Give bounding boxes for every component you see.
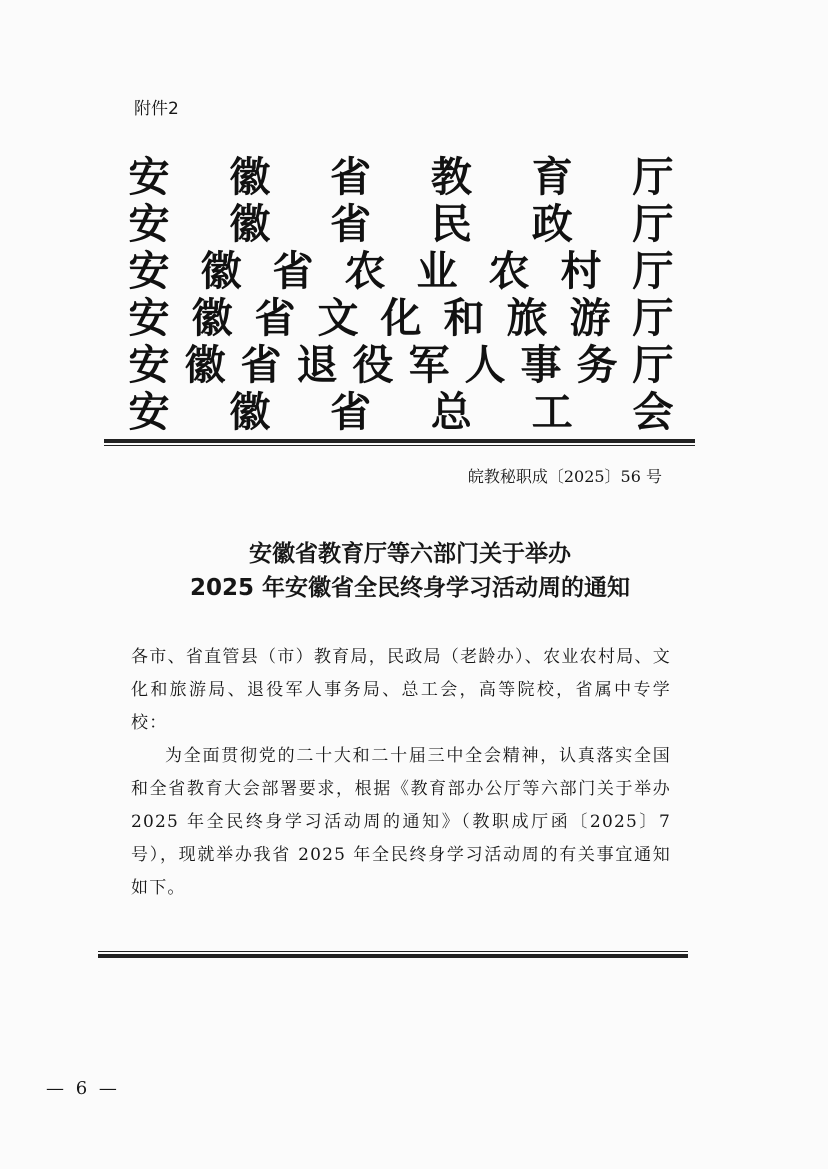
department-character: 农	[488, 247, 530, 295]
department-character: 退	[296, 341, 338, 389]
department-character: 厅	[632, 247, 674, 295]
department-character: 徽	[229, 200, 271, 248]
footer-double-rule	[98, 951, 688, 958]
body-paragraph: 为全面贯彻党的二十大和二十届三中全会精神，认真落实全国和全省教育大会部署要求，根据《教育部办公厅等六部门关于举办 2025 年全民终身学习活动周的通知》（教职成厅函〔2025〕7 号），现就举办我省 2025 年全民终身学习活动周的有关事宜通知如下。	[131, 746, 671, 898]
department-character: 徽	[200, 247, 242, 295]
department-character: 徽	[184, 341, 226, 389]
department-character: 安	[128, 388, 170, 436]
department-character: 安	[128, 247, 170, 295]
department-character: 育	[531, 153, 573, 201]
document-number: 皖教秘职成〔2025〕56 号	[467, 467, 662, 486]
department-character: 旅	[506, 294, 548, 342]
department-character: 厅	[632, 200, 674, 248]
department-row-2	[128, 201, 674, 248]
department-character: 安	[128, 200, 170, 248]
department-row-1	[128, 154, 674, 201]
document-title-line-1: 安徽省教育厅等六部门关于举办	[249, 541, 571, 567]
department-row-5	[128, 342, 674, 389]
department-character: 厅	[632, 341, 674, 389]
department-character: 村	[560, 247, 602, 295]
department-character: 徽	[229, 388, 271, 436]
department-row-3	[128, 248, 674, 295]
department-character: 省	[254, 294, 296, 342]
header-double-rule	[104, 439, 695, 446]
department-character: 省	[330, 153, 372, 201]
department-character: 役	[352, 341, 394, 389]
department-character: 和	[443, 294, 485, 342]
department-character: 安	[128, 341, 170, 389]
department-character: 厅	[632, 294, 674, 342]
department-character: 文	[317, 294, 359, 342]
page-number: — 6 —	[46, 1078, 120, 1099]
department-character: 省	[272, 247, 314, 295]
department-character: 厅	[632, 153, 674, 201]
department-character: 工	[531, 388, 573, 436]
document-body	[131, 641, 671, 905]
attachment-label: 附件2	[134, 99, 179, 119]
department-character: 省	[330, 388, 372, 436]
department-character: 总	[430, 388, 472, 436]
department-row-4	[128, 295, 674, 342]
department-character: 政	[531, 200, 573, 248]
department-character: 省	[330, 200, 372, 248]
department-character: 徽	[229, 153, 271, 201]
department-character: 会	[632, 388, 674, 436]
department-character: 业	[416, 247, 458, 295]
department-row-6	[128, 389, 674, 436]
issuing-departments-header	[128, 154, 674, 436]
document-title-line-2: 2025 年安徽省全民终身学习活动周的通知	[189, 575, 631, 601]
department-character: 人	[464, 341, 506, 389]
addressee-paragraph: 各市、省直管县（市）教育局，民政局（老龄办）、农业农村局、文化和旅游局、退役军人事务局、总工会，高等院校，省属中专学校：	[131, 647, 671, 733]
department-character: 安	[128, 294, 170, 342]
department-character: 务	[576, 341, 618, 389]
department-character: 化	[380, 294, 422, 342]
department-character: 安	[128, 153, 170, 201]
department-character: 军	[408, 341, 450, 389]
department-character: 民	[430, 200, 472, 248]
department-character: 徽	[191, 294, 233, 342]
department-character: 事	[520, 341, 562, 389]
department-character: 省	[240, 341, 282, 389]
department-character: 游	[569, 294, 611, 342]
department-character: 教	[430, 153, 472, 201]
department-character: 农	[344, 247, 386, 295]
